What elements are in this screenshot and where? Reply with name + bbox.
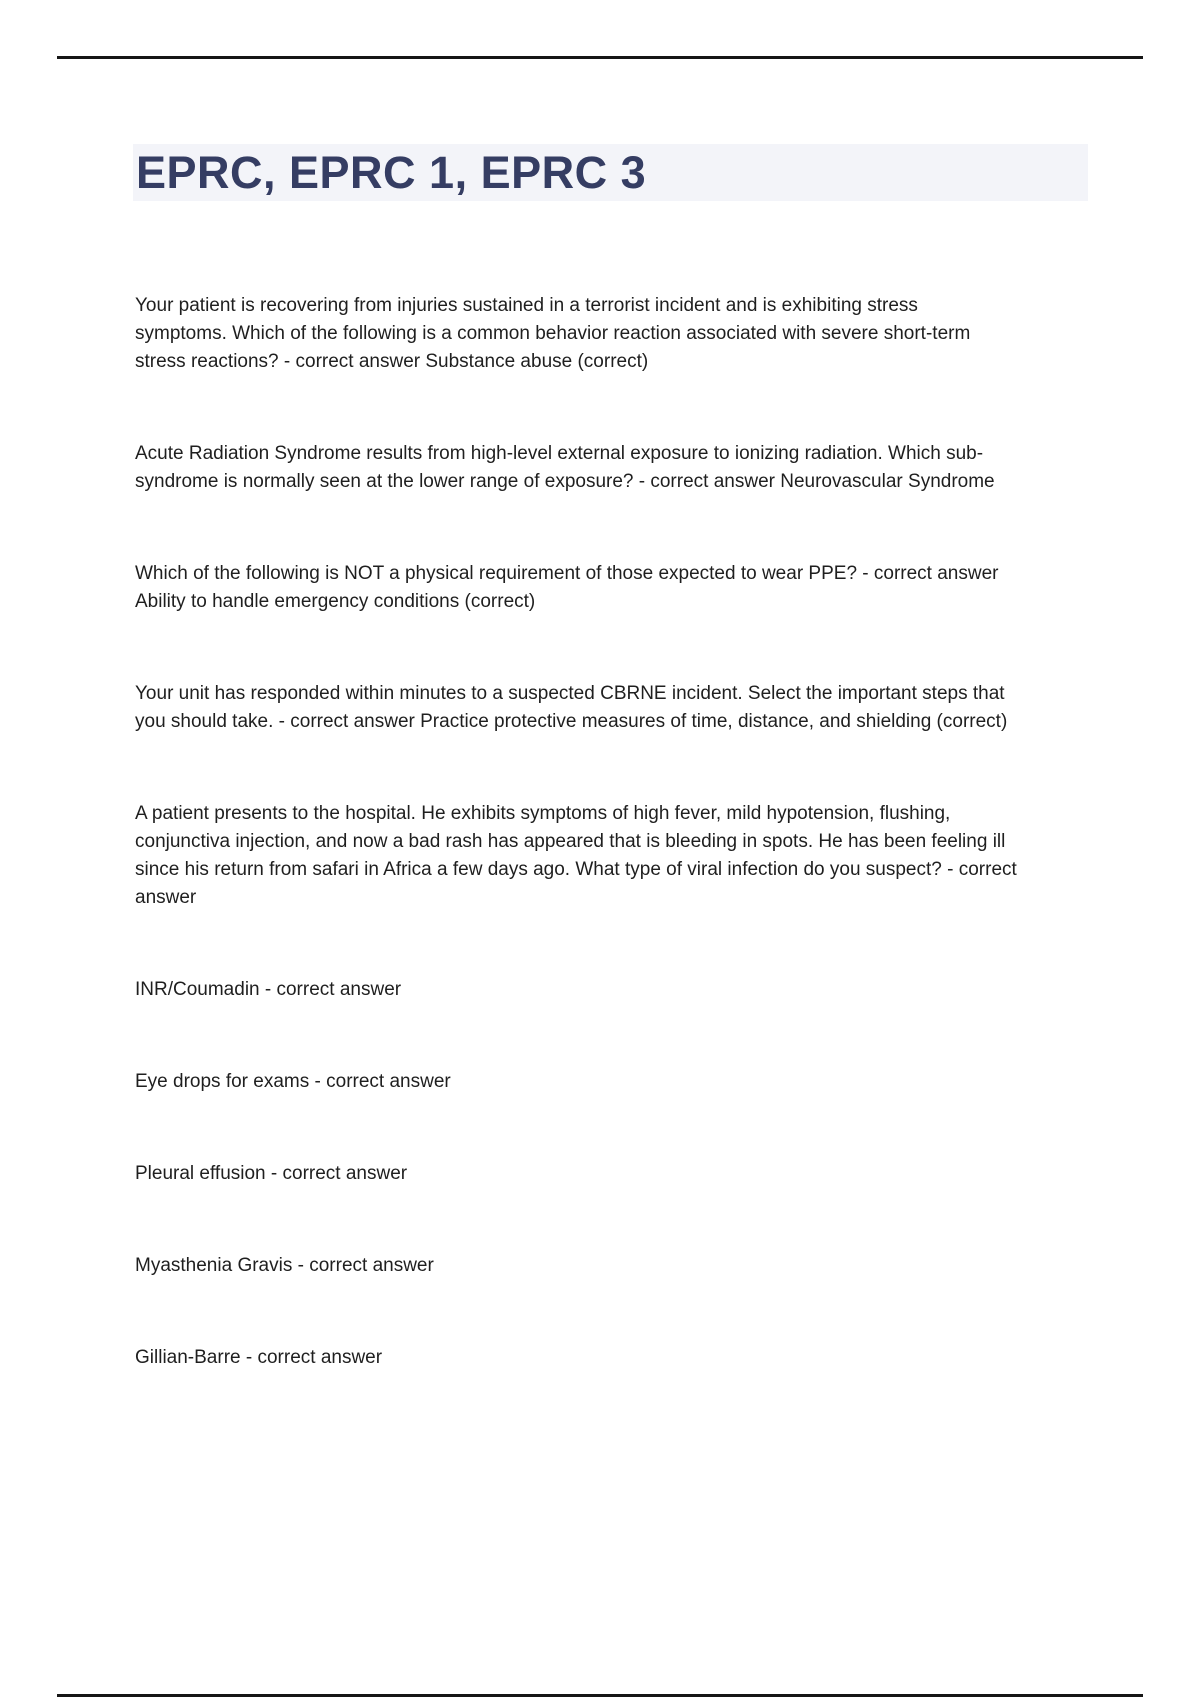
paragraph-line: Your unit has responded within minutes to a suspected CBRNE incident. Select the important steps that: [135, 683, 1005, 704]
paragraph-line: Gillian-Barre - correct answer: [135, 1347, 383, 1368]
qa-paragraph: [133, 1160, 1088, 1188]
paragraph-line: since his return from safari in Africa a few days ago. What type of viral infection do you suspect? - correct: [135, 859, 1017, 880]
qa-paragraph: [133, 1252, 1088, 1280]
qa-paragraph: [133, 292, 1088, 376]
bottom-divider: [57, 1694, 1143, 1697]
document-content: [133, 144, 1088, 1436]
qa-paragraph: [133, 1344, 1088, 1372]
paragraph-line: stress reactions? - correct answer Substance abuse (correct): [135, 351, 649, 372]
paragraph-line: INR/Coumadin - correct answer: [135, 979, 402, 1000]
paragraph-line: Pleural effusion - correct answer: [135, 1163, 408, 1184]
top-divider: [57, 56, 1143, 59]
qa-paragraph: [133, 1068, 1088, 1096]
paragraph-line: Ability to handle emergency conditions (correct): [135, 591, 536, 612]
paragraph-line: syndrome is normally seen at the lower range of exposure? - correct answer Neurovascular Syndrome: [135, 471, 995, 492]
qa-paragraph: [133, 560, 1088, 616]
qa-paragraph: [133, 976, 1088, 1004]
qa-paragraph: [133, 440, 1088, 496]
paragraph-line: symptoms. Which of the following is a common behavior reaction associated with severe short-term: [135, 323, 971, 344]
page-title: EPRC, EPRC 1, EPRC 3: [133, 144, 1088, 201]
paragraph-line: Myasthenia Gravis - correct answer: [135, 1255, 434, 1276]
paragraph-line: you should take. - correct answer Practice protective measures of time, distance, and shielding (correct): [135, 711, 1008, 732]
paragraph-line: Your patient is recovering from injuries sustained in a terrorist incident and is exhibiting stress: [135, 295, 918, 316]
qa-paragraph: [133, 800, 1088, 912]
paragraph-line: Which of the following is NOT a physical requirement of those expected to wear PPE? - correct answer: [135, 563, 999, 584]
paragraph-line: conjunctiva injection, and now a bad rash has appeared that is bleeding in spots. He has been feeling ill: [135, 831, 1006, 852]
paragraph-line: Eye drops for exams - correct answer: [135, 1071, 451, 1092]
paragraph-line: answer: [135, 887, 197, 908]
paragraph-line: Acute Radiation Syndrome results from high-level external exposure to ionizing radiation. Which sub-: [135, 443, 984, 464]
qa-paragraph: [133, 680, 1088, 736]
paragraph-line: A patient presents to the hospital. He exhibits symptoms of high fever, mild hypotension, flushing,: [135, 803, 951, 824]
